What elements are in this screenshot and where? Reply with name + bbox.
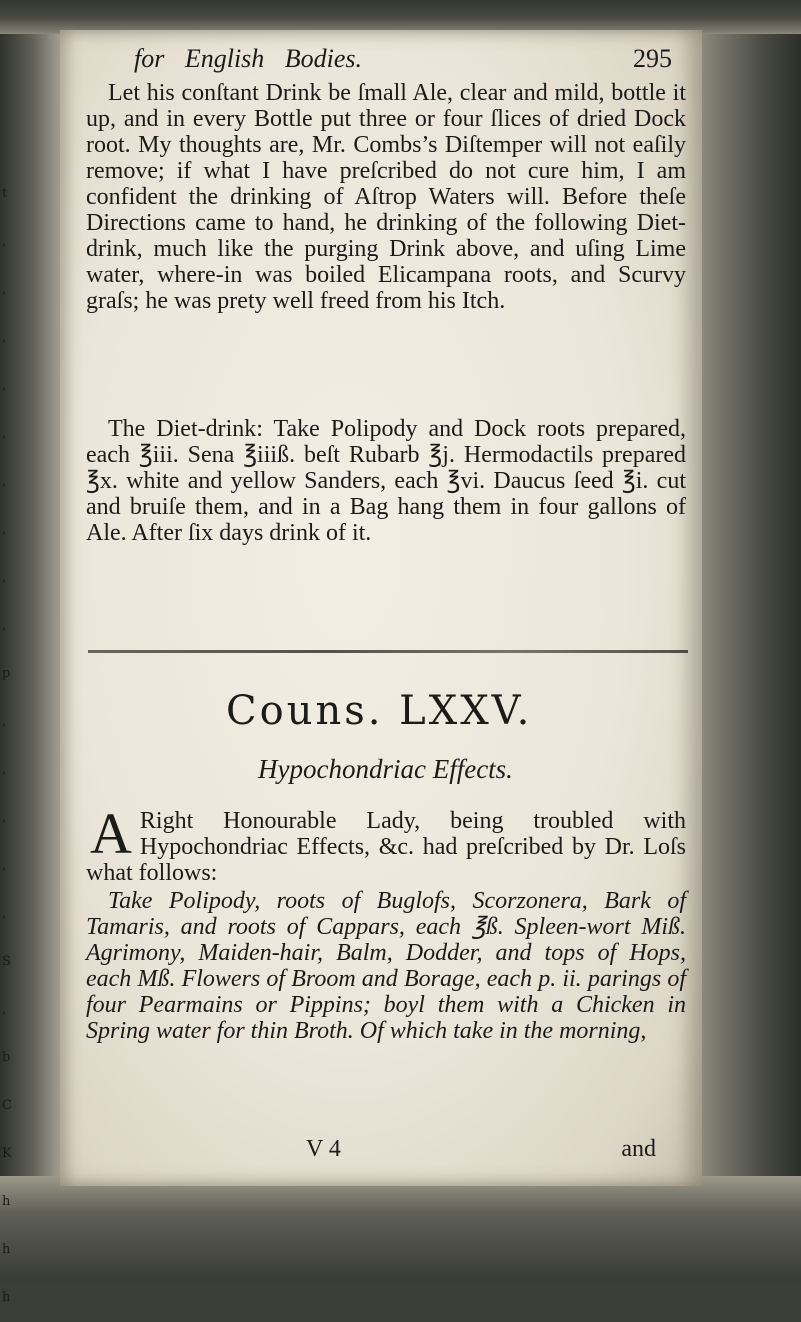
edge-letter: ,	[2, 378, 7, 393]
case-title: Couns. LXXV.	[226, 688, 533, 734]
edge-letter: ,	[2, 426, 7, 441]
running-head-title: for English Bodies.	[134, 44, 363, 73]
edge-letter: h	[2, 1194, 11, 1209]
adjacent-page-edge	[2, 170, 16, 1322]
edge-letter: t	[2, 186, 8, 201]
edge-letter: ,	[2, 714, 7, 729]
edge-letter: ,	[2, 1002, 7, 1017]
drop-cap: A	[90, 801, 132, 866]
page-number: 295	[633, 44, 672, 73]
edge-letter: ,	[2, 906, 7, 921]
edge-letter: ,	[2, 762, 7, 777]
case-body	[86, 801, 686, 1044]
paragraph-1: Let his conſtant Drink be ſmall Ale, clear and mild, bottle it up, and in every Bottle put three or four ſlices of dried Dock root. My thoughts are, Mr. Combs’s Diſtemper will not eaſily remove; if what I have preſcribed do not cure him, I am confident the drinking of Aſtrop Waters will. Before theſe Directions came to hand, he drinking of the following Diet-drink, much like the purging Drink above, and uſing Lime water, where-in was boiled Elicampana roots, and Scurvy graſs; he was prety well freed from his Itch.	[86, 80, 686, 314]
edge-letter: ,	[2, 618, 7, 633]
edge-letter: ,	[2, 570, 7, 585]
signature-mark: V 4	[306, 1136, 341, 1162]
edge-letter: ,	[2, 330, 7, 345]
running-head	[86, 44, 686, 80]
edge-letter: ,	[2, 474, 7, 489]
edge-letter: ,	[2, 810, 7, 825]
edge-letter: b	[2, 1050, 11, 1065]
edge-letter: p	[2, 666, 11, 681]
edge-letter: h	[2, 1242, 11, 1257]
edge-letter: ,	[2, 234, 7, 249]
edge-letter: S	[2, 954, 11, 969]
top-shadow	[0, 0, 801, 34]
edge-letter: K	[2, 1146, 12, 1161]
edge-letter: ,	[2, 858, 7, 873]
edge-letter: C	[2, 1098, 12, 1113]
case-subtitle: Hypochondriac Effects.	[258, 754, 513, 784]
edge-letter: h	[2, 1290, 11, 1305]
catchword: and	[621, 1136, 656, 1162]
case-intro	[86, 801, 686, 886]
page-footer	[86, 1136, 686, 1166]
paragraph-diet-drink: The Diet-drink: Take Polipody and Dock roots prepared, each ℥iii. Sena ℥iiiß. beſt Rubarb ℥j. Hermodactils prepared ℥x. white and yellow Sanders, each ℥vi. Daucus ſeed ℥i. cut and bruiſe them, and in a Bag hang them in four gallons of Ale. After ſix days drink of it.	[86, 416, 686, 546]
bottom-shadow	[0, 1176, 801, 1281]
case-recipe: Take Polipody, roots of Buglofs, Scorzonera, Bark of Tamaris, and roots of Cappars, each ℥ß. Spleen-wort Miß. Agrimony, Maiden-hair, Balm, Dodder, and tops of Hops, each Mß. Flowers of Broom and Borage, each p. ii. parings of four Pearmains or Pippins; boyl them with a Chicken in Spring water for thin Broth. Of which take in the morning,	[86, 888, 686, 1044]
edge-letter: ,	[2, 282, 7, 297]
case-intro-text: Right Honourable Lady, being troubled with Hypochondriac Effects, &c. had preſcribed by Dr. Loſs what follows:	[86, 808, 686, 886]
edge-letter: ,	[2, 522, 7, 537]
section-rule	[88, 650, 688, 653]
